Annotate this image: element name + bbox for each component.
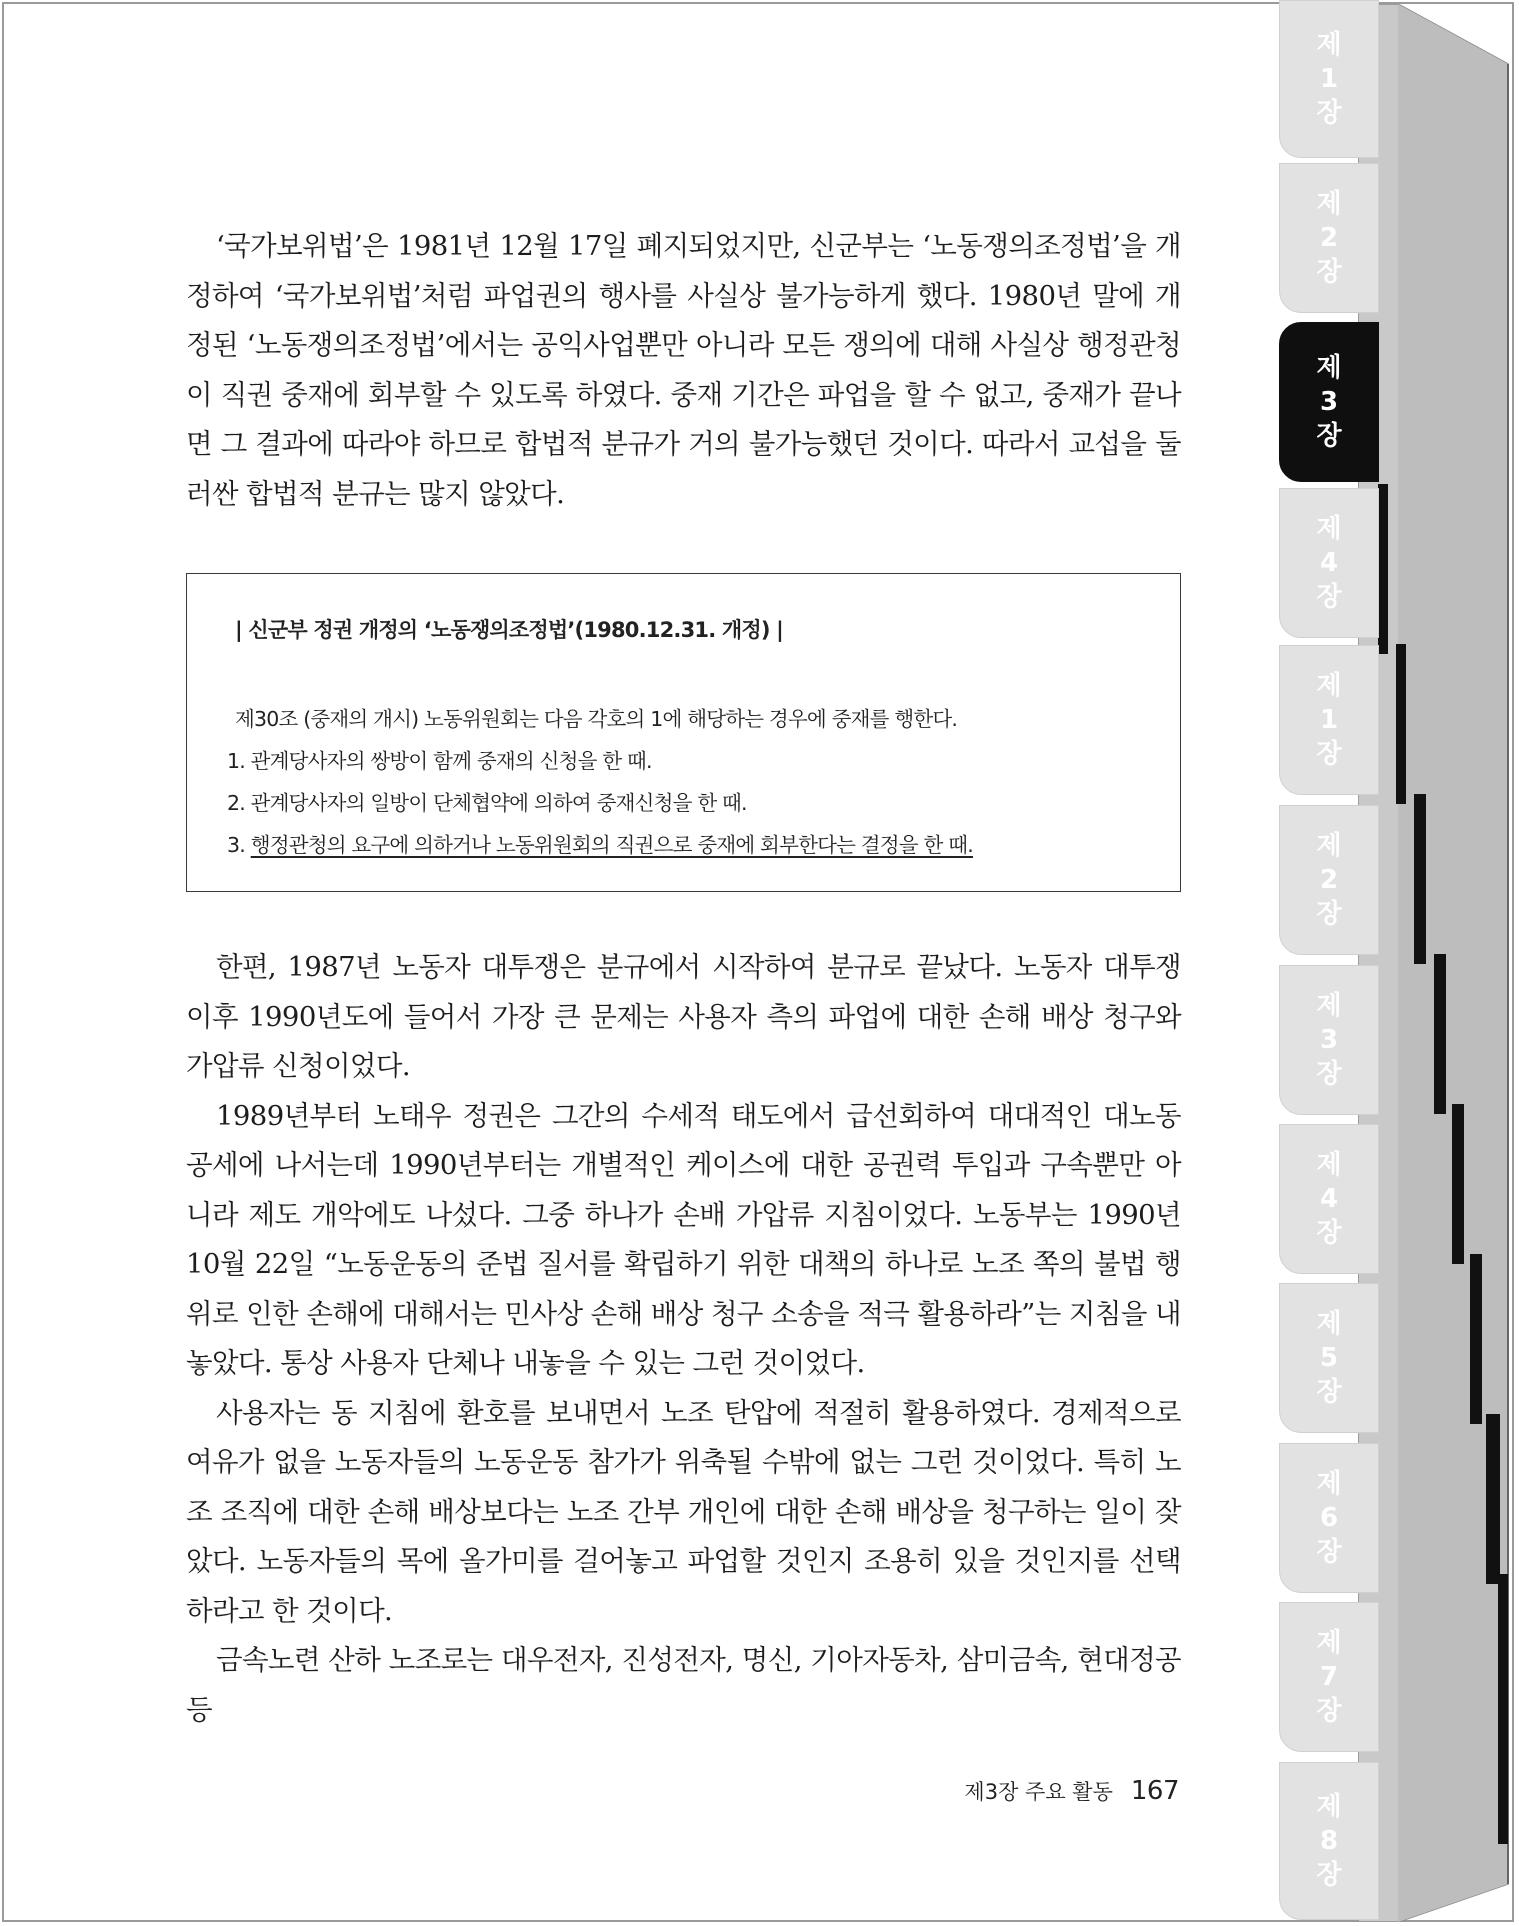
chapter-tab-2[interactable] bbox=[1279, 163, 1379, 313]
tab-char: 4 bbox=[1319, 548, 1339, 578]
tab-char: 장 bbox=[1316, 1059, 1342, 1089]
tab-char: 2 bbox=[1319, 865, 1339, 895]
tab-char: 1 bbox=[1319, 64, 1339, 94]
part2-chapter-tab-5[interactable] bbox=[1279, 1283, 1379, 1433]
tab-char: 장 bbox=[1316, 582, 1342, 612]
law-item: 1. 관계당사자의 쌍방이 함께 중재의 신청을 한 때. bbox=[227, 749, 652, 773]
tab-char: 6 bbox=[1319, 1503, 1339, 1533]
law-item-underlined: 행정관청의 요구에 의하거나 노동위원회의 직권으로 중재에 회부한다는 결정을 한 때. bbox=[250, 833, 973, 857]
part2-chapter-tab-1[interactable] bbox=[1279, 645, 1379, 795]
chapter-tabs bbox=[1279, 0, 1379, 1926]
tab-char: 5 bbox=[1319, 1343, 1339, 1373]
tab-char: 장 bbox=[1316, 739, 1342, 769]
tab-char: 제 bbox=[1316, 1309, 1342, 1339]
part2-chapter-tab-8[interactable] bbox=[1279, 1762, 1379, 1920]
chapter-tab-3-active[interactable] bbox=[1279, 322, 1379, 482]
tab-char: 3 bbox=[1319, 1025, 1339, 1055]
tab-char: 1 bbox=[1319, 705, 1339, 735]
tab-char: 제 bbox=[1316, 831, 1342, 861]
law-excerpt-title: | 신군부 정권 개정의 ‘노동쟁의조정법’(1980.12.31. 개정) | bbox=[235, 618, 784, 642]
tab-char: 제 bbox=[1316, 671, 1342, 701]
body-text-bottom bbox=[186, 943, 1181, 1735]
tab-char: 제 bbox=[1316, 353, 1342, 383]
paragraph: 한편, 1987년 노동자 대투쟁은 분규에서 시작하여 분규로 끝났다. 노동자 대투쟁 이후 1990년도에 들어서 가장 큰 문제는 사용자 측의 파업에 대한 손해 배상 청구와 가압류 신청이었다. bbox=[186, 951, 1181, 1082]
chapter-tab-4[interactable] bbox=[1279, 488, 1379, 638]
law-article: 제30조 (중재의 개시) 노동위원회는 다음 각호의 1에 해당하는 경우에 중재를 행한다. bbox=[235, 707, 958, 731]
tab-char: 장 bbox=[1316, 1377, 1342, 1407]
tab-char: 장 bbox=[1316, 98, 1342, 128]
law-item-number: 3. bbox=[227, 833, 251, 857]
book-page-edge bbox=[1358, 4, 1513, 1922]
law-item: 2. 관계당사자의 일방이 단체협약에 의하여 중재신청을 한 때. bbox=[227, 791, 747, 815]
paragraph: ‘국가보위법’은 1981년 12월 17일 폐지되었지만, 신군부는 ‘노동쟁의조정법’을 개정하여 ‘국가보위법’처럼 파업권의 행사를 사실상 불가능하게 했다. 1980년 말에 개정된 ‘노동쟁의조정법’에서는 공익사업뿐만 아니라 모든 쟁의에 대해 사실상 행정관청이 직권 중재에 회부할 수 있도록 하였다. 중재 기간은 파업을 할 수 없고, 중재가 끝나면 그 결과에 따라야 하므로 합법적 분규가 거의 불가능했던 것이다. 따라서 교섭을 둘러싼 합법적 분규는 많지 않았다. bbox=[186, 230, 1181, 510]
paragraph: 사용자는 동 지침에 환호를 보내면서 노조 탄압에 적절히 활용하였다. 경제적으로 여유가 없을 노동자들의 노동운동 참가가 위축될 수밖에 없는 그런 것이었다. 특히 노조 조직에 대한 손해 배상보다는 노조 간부 개인에 대한 손해 배상을 청구하는 일이 잦았다. 노동자들의 목에 올가미를 걸어놓고 파업할 것인지 조용히 있을 것인지를 선택하라고 한 것이다. bbox=[186, 1396, 1181, 1627]
tab-char: 7 bbox=[1319, 1662, 1339, 1692]
paragraph: 금속노련 산하 노조로는 대우전자, 진성전자, 명신, 기아자동차, 삼미금속, 현대정공 등 bbox=[186, 1644, 1181, 1726]
page-footer bbox=[964, 1776, 1179, 1806]
tab-char: 제 bbox=[1316, 514, 1342, 544]
body-text-top bbox=[186, 222, 1181, 519]
tab-char: 제 bbox=[1316, 1628, 1342, 1658]
paragraph: 1989년부터 노태우 정권은 그간의 수세적 태도에서 급선회하여 대대적인 대노동 공세에 나서는데 1990년부터는 개별적인 케이스에 대한 공권력 투입과 구속뿐만 아니라 제도 개악에도 나섰다. 그중 하나가 손배 가압류 지침이었다. 노동부는 1990년 10월 22일 “노동운동의 준법 질서를 확립하기 위한 대책의 하나로 노조 쪽의 불법 행위로 인한 손해에 대해서는 민사상 손해 배상 청구 소송을 적극 활용하라”는 지침을 내놓았다. 통상 사용자 단체나 내놓을 수 있는 그런 것이었다. bbox=[186, 1099, 1181, 1379]
law-item bbox=[227, 824, 973, 866]
chapter-tab-1[interactable] bbox=[1279, 0, 1379, 158]
running-head: 제3장 주요 활동 bbox=[964, 1780, 1113, 1804]
part2-chapter-tab-6[interactable] bbox=[1279, 1443, 1379, 1593]
tab-char: 8 bbox=[1319, 1826, 1339, 1856]
tab-char: 장 bbox=[1316, 1860, 1342, 1890]
tab-char: 장 bbox=[1316, 1696, 1342, 1726]
part2-chapter-tab-7[interactable] bbox=[1279, 1602, 1379, 1752]
law-excerpt-lines bbox=[227, 698, 973, 866]
part2-chapter-tab-4[interactable] bbox=[1279, 1124, 1379, 1274]
tab-char: 제 bbox=[1316, 991, 1342, 1021]
tab-char: 장 bbox=[1316, 899, 1342, 929]
law-excerpt-box bbox=[186, 573, 1181, 892]
tab-char: 제 bbox=[1316, 189, 1342, 219]
part2-chapter-tab-2[interactable] bbox=[1279, 805, 1379, 955]
tab-char: 장 bbox=[1316, 421, 1342, 451]
tab-char: 장 bbox=[1316, 257, 1342, 287]
tab-char: 제 bbox=[1316, 1150, 1342, 1180]
tab-char: 제 bbox=[1316, 1792, 1342, 1822]
page-number: 167 bbox=[1130, 1776, 1179, 1806]
tab-char: 제 bbox=[1316, 1469, 1342, 1499]
part2-chapter-tab-3[interactable] bbox=[1279, 965, 1379, 1115]
tab-char: 장 bbox=[1316, 1537, 1342, 1567]
tab-char: 제 bbox=[1316, 30, 1342, 60]
tab-char: 3 bbox=[1319, 387, 1339, 417]
tab-char: 장 bbox=[1316, 1218, 1342, 1248]
tab-char: 4 bbox=[1319, 1184, 1339, 1214]
tab-char: 2 bbox=[1319, 223, 1339, 253]
